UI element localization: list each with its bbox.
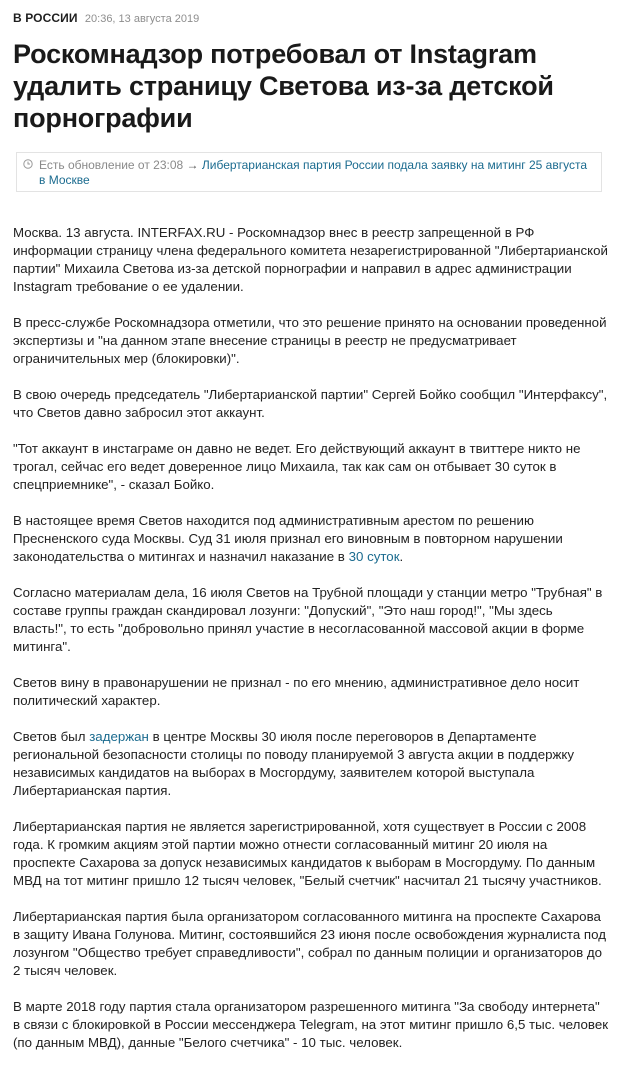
update-notice bbox=[16, 152, 602, 192]
link-30-days[interactable]: 30 суток bbox=[348, 549, 400, 564]
paragraph-text: . bbox=[399, 549, 404, 564]
section-label[interactable]: В РОССИИ bbox=[13, 11, 78, 25]
publish-datetime: 20:36, 13 августа 2019 bbox=[84, 13, 200, 25]
paragraph: Либертарианская партия не является зарегистрированной, хотя существует в России с 2008 года. К громким акциям этой партии можно отнести согласованный митинг 20 июля на проспекте Сахарова за допуск независимых кандидатов к выборам в Мосгордуму. По данным МВД на тот митинг пришло 12 тысяч человек, "Белый счетчик" насчитал 21 тысячу участников. bbox=[13, 819, 602, 888]
paragraph-text: в центре Москвы 30 июля после переговоров в Департаменте региональной безопасности столицы по поводу планируемой 3 августа акции в поддержку независимых кандидатов на выборах в Мосгордуму, заявителем которой выступала Либертарианская партия. bbox=[13, 729, 575, 798]
paragraph: Москва. 13 августа. INTERFAX.RU - Роскомнадзор внес в реестр запрещенной в РФ информации страницу члена федерального комитета незарегистрированной "Либертарианской партии" Михаила Светова из-за детской порнографии и направил в адрес администрации Instagram требование о ее удалении. bbox=[13, 225, 608, 294]
clock-icon bbox=[23, 159, 33, 169]
paragraph: В пресс-службе Роскомнадзора отметили, что это решение принято на основании проведенной экспертизы и "на данном этапе внесение страницы в реестр не предусматривает ограничительных мер (блокировки)". bbox=[13, 315, 607, 366]
paragraph: Светов вину в правонарушении не признал - по его мнению, административное дело носит политический характер. bbox=[13, 675, 580, 708]
paragraph: В марте 2018 году партия стала организатором разрешенного митинга "За свободу интернета" в связи с блокировкой в России мессенджера Telegram, на этот митинг пришло 6,5 тыс. человек (по данным МВД), данные "Белого счетчика" - 10 тыс. человек. bbox=[13, 999, 609, 1050]
link-detained[interactable]: задержан bbox=[89, 729, 149, 744]
paragraph-text: Светов был bbox=[13, 729, 90, 744]
paragraph: Согласно материалам дела, 16 июля Светов на Трубной площади у станции метро "Трубная" в составе группы граждан скандировал лозунги: "Допуский", "Это наш город!", "Мы здесь власть!", то есть "добровольно принял участие в несогласованной массовой акции в форме митинга". bbox=[13, 585, 603, 654]
article-meta bbox=[13, 11, 199, 26]
paragraph bbox=[13, 512, 609, 566]
paragraph-text: В настоящее время Светов находится под административным арестом по решению Пресненского суда Москвы. Суд 31 июля признал его виновным в повторном нарушении законодательства о митингах и назначил наказание в bbox=[13, 513, 563, 564]
paragraph: В свою очередь председатель "Либертарианской партии" Сергей Бойко сообщил "Интерфаксу", что Светов давно забросил этот аккаунт. bbox=[13, 387, 608, 420]
paragraph: Либертарианская партия была организатором согласованного митинга на проспекте Сахарова в защиту Ивана Голунова. Митинг, состоявшийся 23 июня после освобождения журналиста под лозунгом "Общество требует справедливости", собрал по данным полиции и организаторов до 2 тысяч человек. bbox=[13, 909, 606, 978]
paragraph: "Тот аккаунт в инстаграме он давно не ведет. Его действующий аккаунт в твиттере никто не трогал, сейчас его ведет доверенное лицо Михаила, так как сам он отбывает 30 суток в спецприемнике", - сказал Бойко. bbox=[13, 441, 581, 492]
paragraph bbox=[13, 728, 609, 800]
arrow-icon: → bbox=[186, 158, 199, 172]
update-link[interactable]: Либертарианская партия России подала заявку на митинг 25 августа в Москве bbox=[39, 158, 588, 187]
update-prefix: Есть обновление от 23:08 bbox=[39, 158, 184, 172]
article-headline: Роскомнадзор потребовал от Instagram удалить страницу Светова из-за детской порнографии bbox=[13, 39, 554, 133]
article-body bbox=[13, 224, 609, 1070]
